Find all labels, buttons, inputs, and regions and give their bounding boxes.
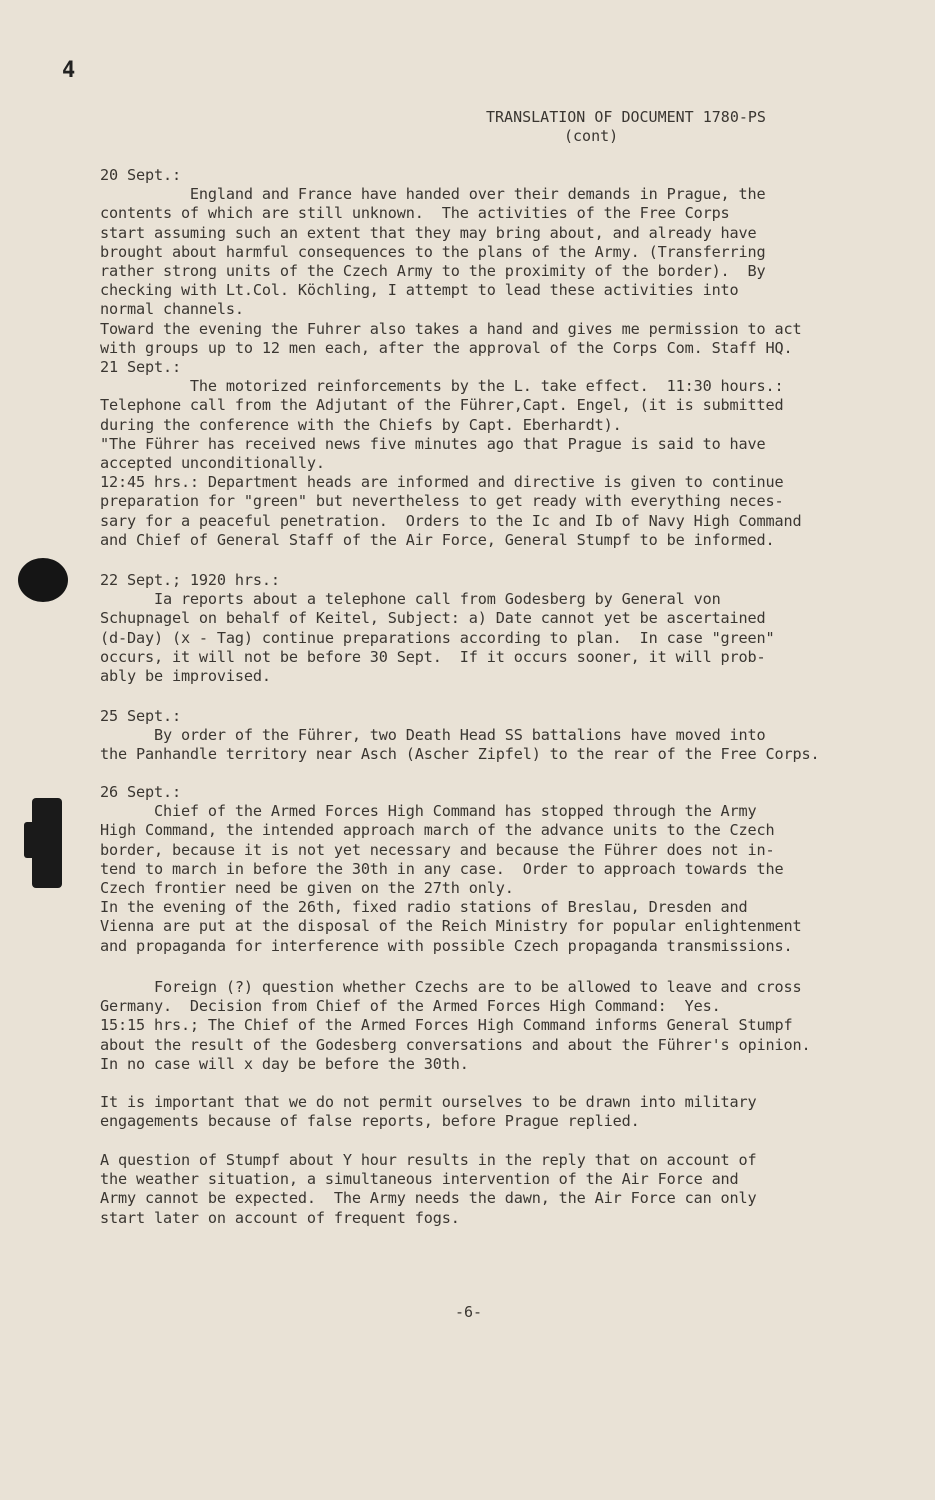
entry-26-sept: 26 Sept.: Chief of the Armed Forces High Command has stopped through the Army High Command, the intended approach march of the advance units to the Czech border, because it is not yet necessary and because the Führer does not in- tend to march in before the 30th in any case. Order to approach towards the Czech frontier need be given on the 27th only. In the evening of the 26th, fixed radio stations of Breslau, Dresden and Vienna are put at the disposal of the Reich Ministry for popular enlightenment and propaganda for interference with possible Czech propaganda transmissions. — [100, 783, 802, 955]
document-title: TRANSLATION OF DOCUMENT 1780-PS — [486, 108, 766, 126]
binder-clip — [32, 798, 62, 888]
entry-22-sept: 22 Sept.; 1920 hrs.: Ia reports about a telephone call from Godesberg by General von Schupnagel on behalf of Keitel, Subject: a) Date cannot yet be ascertained (d-Day) (x - Tag) continue preparations according to plan. In case "green" occurs, it will not be before 30 Sept. If it occurs sooner, it will prob- ably be improvised. — [100, 571, 775, 686]
paragraph-y-hour: A question of Stumpf about Y hour results in the reply that on account of the weather situation, a simultaneous intervention of the Air Force and Army cannot be expected. The Army needs the dawn, the Air Force can only start later on account of frequent fogs. — [100, 1151, 757, 1227]
paragraph-false-reports: It is important that we do not permit ourselves to be drawn into military engagements because of false reports, before Prague replied. — [100, 1093, 757, 1131]
document-header — [486, 108, 786, 146]
page-number: -6- — [455, 1303, 483, 1321]
entry-20-21-sept: 20 Sept.: England and France have handed over their demands in Prague, the contents of which are still unknown. The activities of the Free Corps start assuming such an extent that they may bring about, and already have brought about harmful consequences to the plans of the Army. (Transferring rather strong units of the Czech Army to the proximity of the border). By checking with Lt.Col. Köchling, I attempt to lead these activities into normal channels. Toward the evening the Fuhrer also takes a hand and gives me permission to act with groups up to 12 men each, after the approval of the Corps Com. Staff HQ. 21 Sept.: The motorized reinforcements by the L. take effect. 11:30 hours.: Telephone call from the Adjutant of the Führer,Capt. Engel, (it is submitted during the conference with the Chiefs by Capt. Eberhardt). "The Führer has received news five minutes ago that Prague is said to have accepted unconditionally. 12:45 hrs.: Department heads are informed and directive is given to continue preparation for "green" but nevertheless to get ready with everything neces- sary for a peaceful penetration. Orders to the Ic and Ib of Navy High Command and Chief of General Staff of the Air Force, General Stumpf to be informed. — [100, 166, 802, 549]
document-subtitle: (cont) — [564, 127, 619, 145]
page-corner-mark: 4 — [62, 58, 76, 83]
paragraph-foreign-question: Foreign (?) question whether Czechs are to be allowed to leave and cross Germany. Decision from Chief of the Armed Forces High Command: Yes. 15:15 hrs.; The Chief of the Armed Forces High Command informs General Stumpf about the result of the Godesberg conversations and about the Führer's opinion. In no case will x day be before the 30th. — [100, 978, 811, 1073]
punch-hole — [18, 558, 68, 602]
entry-25-sept: 25 Sept.: By order of the Führer, two Death Head SS battalions have moved into the Panhandle territory near Asch (Ascher Zipfel) to the rear of the Free Corps. — [100, 707, 820, 764]
